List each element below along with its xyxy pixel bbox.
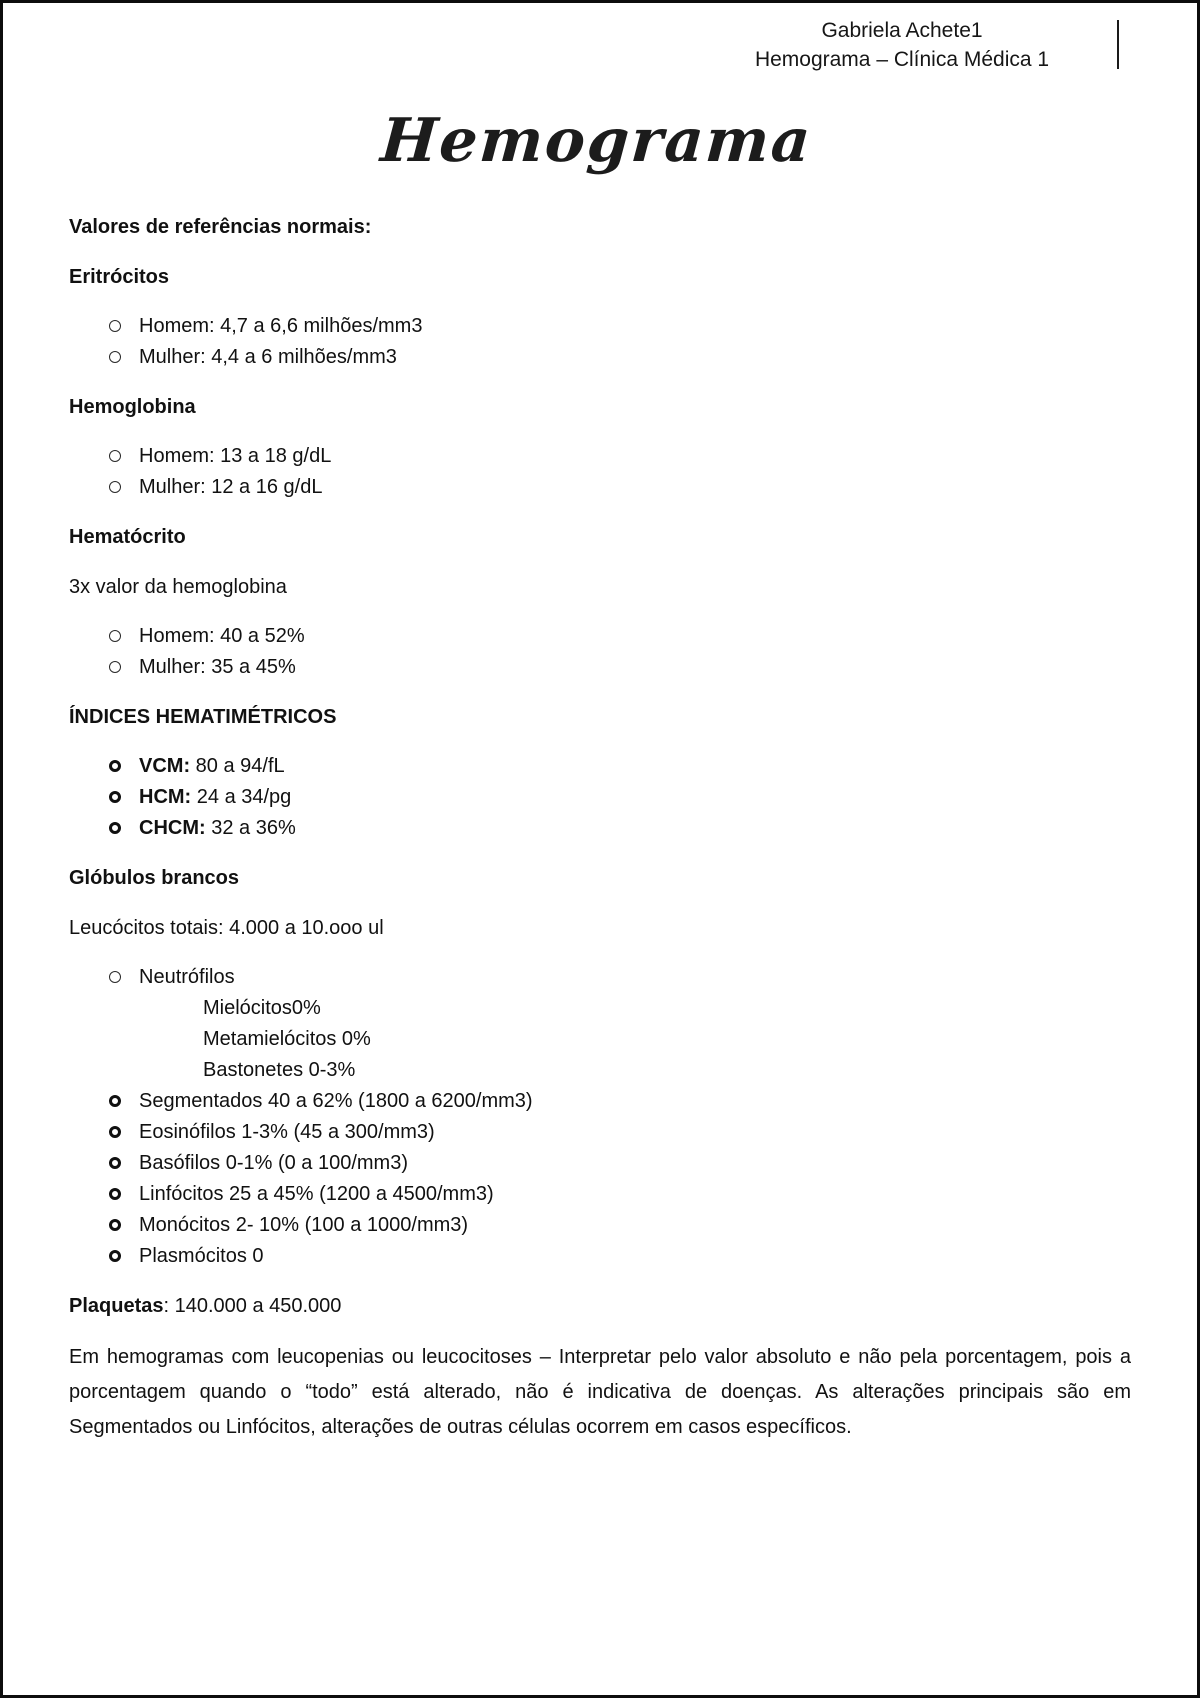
list-item: [69, 1117, 1131, 1148]
eritrocitos-list: [69, 311, 1131, 373]
list-item-text: Plasmócitos 0: [139, 1245, 264, 1267]
list-item: [69, 441, 1131, 472]
hemoglobina-list: [69, 441, 1131, 503]
section-heading-indices: ÍNDICES HEMATIMÉTRICOS: [69, 706, 337, 728]
index-label: VCM:: [139, 755, 191, 777]
plaquetas-label: Plaquetas: [69, 1295, 164, 1317]
circle-bullet-icon: [109, 822, 121, 834]
circle-bullet-icon: [109, 351, 121, 363]
index-label: HCM:: [139, 786, 192, 808]
circle-bullet-icon: [109, 1126, 121, 1138]
circle-bullet-icon: [109, 1095, 121, 1107]
circle-bullet-icon: [109, 1219, 121, 1231]
plaquetas-value: : 140.000 a 450.000: [163, 1295, 342, 1317]
list-item-text: Basófilos 0-1% (0 a 100/mm3): [139, 1152, 409, 1174]
list-item: [69, 1210, 1131, 1241]
circle-bullet-icon: [109, 971, 121, 983]
list-item: [69, 1241, 1131, 1272]
header-author: Gabriela Achete1: [821, 19, 983, 42]
section-heading-hemoglobina: Hemoglobina: [69, 396, 196, 418]
list-item-text: Linfócitos 25 a 45% (1200 a 4500/mm3): [139, 1183, 494, 1205]
list-item-text: Mulher: 35 a 45%: [139, 656, 296, 678]
list-item: [69, 813, 1131, 844]
circle-bullet-icon: [109, 661, 121, 673]
circle-bullet-icon: [109, 1157, 121, 1169]
indices-list: [69, 751, 1131, 844]
list-item: [69, 621, 1131, 652]
list-item-text: Segmentados 40 a 62% (1800 a 6200/mm3): [139, 1090, 533, 1112]
circle-bullet-icon: [109, 1188, 121, 1200]
list-item: [69, 342, 1131, 373]
list-item: [69, 782, 1131, 813]
list-item: [69, 1086, 1131, 1117]
list-item: [69, 751, 1131, 782]
circle-bullet-icon: [109, 760, 121, 772]
hematocrito-note: 3x valor da hemoglobina: [69, 576, 287, 598]
subline-text: Mielócitos0%: [203, 997, 321, 1019]
index-value: 32 a 36%: [205, 817, 296, 839]
subline-text: Metamielócitos 0%: [203, 1028, 371, 1050]
subline-text: Bastonetes 0-3%: [203, 1059, 356, 1081]
list-item: [69, 1179, 1131, 1210]
circle-bullet-icon: [109, 481, 121, 493]
circle-bullet-icon: [109, 450, 121, 462]
section-heading-eritrocitos: Eritrócitos: [69, 266, 170, 288]
interpretation-paragraph: Em hemogramas com leucopenias ou leucocitoses – Interpretar pelo valor absoluto e não pela porcentagem, pois a porcentagem quando o “todo” está alterado, não é indicativa de doenças. As alterações principais são em Segmentados ou Linfócitos, alterações de outras células ocorrem em casos específicos.: [69, 1346, 1131, 1438]
document-body: [3, 3, 1197, 1445]
index-label: CHCM:: [139, 817, 206, 839]
circle-bullet-icon: [109, 320, 121, 332]
leucocitos-list: [69, 962, 1131, 1272]
list-item-text: Homem: 40 a 52%: [139, 625, 305, 647]
plaquetas-line: [69, 1290, 1131, 1322]
list-item: [69, 962, 1131, 993]
index-value: 80 a 94/fL: [190, 755, 285, 777]
list-item-text: Mulher: 4,4 a 6 milhões/mm3: [139, 346, 397, 368]
hematocrito-list: [69, 621, 1131, 683]
neutrofilos-subline: [69, 993, 1131, 1024]
index-value: 24 a 34/pg: [191, 786, 292, 808]
list-item: [69, 472, 1131, 503]
list-item-text: Monócitos 2- 10% (100 a 1000/mm3): [139, 1214, 469, 1236]
circle-bullet-icon: [109, 791, 121, 803]
list-item-text: Homem: 4,7 a 6,6 milhões/mm3: [139, 315, 423, 337]
document-title: Hemograma: [378, 106, 815, 176]
neutrofilos-subline: [69, 1055, 1131, 1086]
list-item: [69, 652, 1131, 683]
circle-bullet-icon: [109, 1250, 121, 1262]
list-item-text: Mulher: 12 a 16 g/dL: [139, 476, 323, 498]
section-heading-hematocrito: Hematócrito: [69, 526, 186, 548]
section-heading-valores: Valores de referências normais:: [69, 216, 372, 238]
section-heading-globulos-brancos: Glóbulos brancos: [69, 867, 240, 889]
header-course: Hemograma – Clínica Médica 1: [754, 48, 1050, 71]
list-item: [69, 1148, 1131, 1179]
list-item-text: Eosinófilos 1-3% (45 a 300/mm3): [139, 1121, 435, 1143]
list-item: [69, 311, 1131, 342]
list-item-text: Homem: 13 a 18 g/dL: [139, 445, 332, 467]
leucocitos-note: Leucócitos totais: 4.000 a 10.ooo ul: [69, 917, 384, 939]
neutrofilos-subline: [69, 1024, 1131, 1055]
list-item-text: Neutrófilos: [139, 966, 235, 988]
circle-bullet-icon: [109, 630, 121, 642]
